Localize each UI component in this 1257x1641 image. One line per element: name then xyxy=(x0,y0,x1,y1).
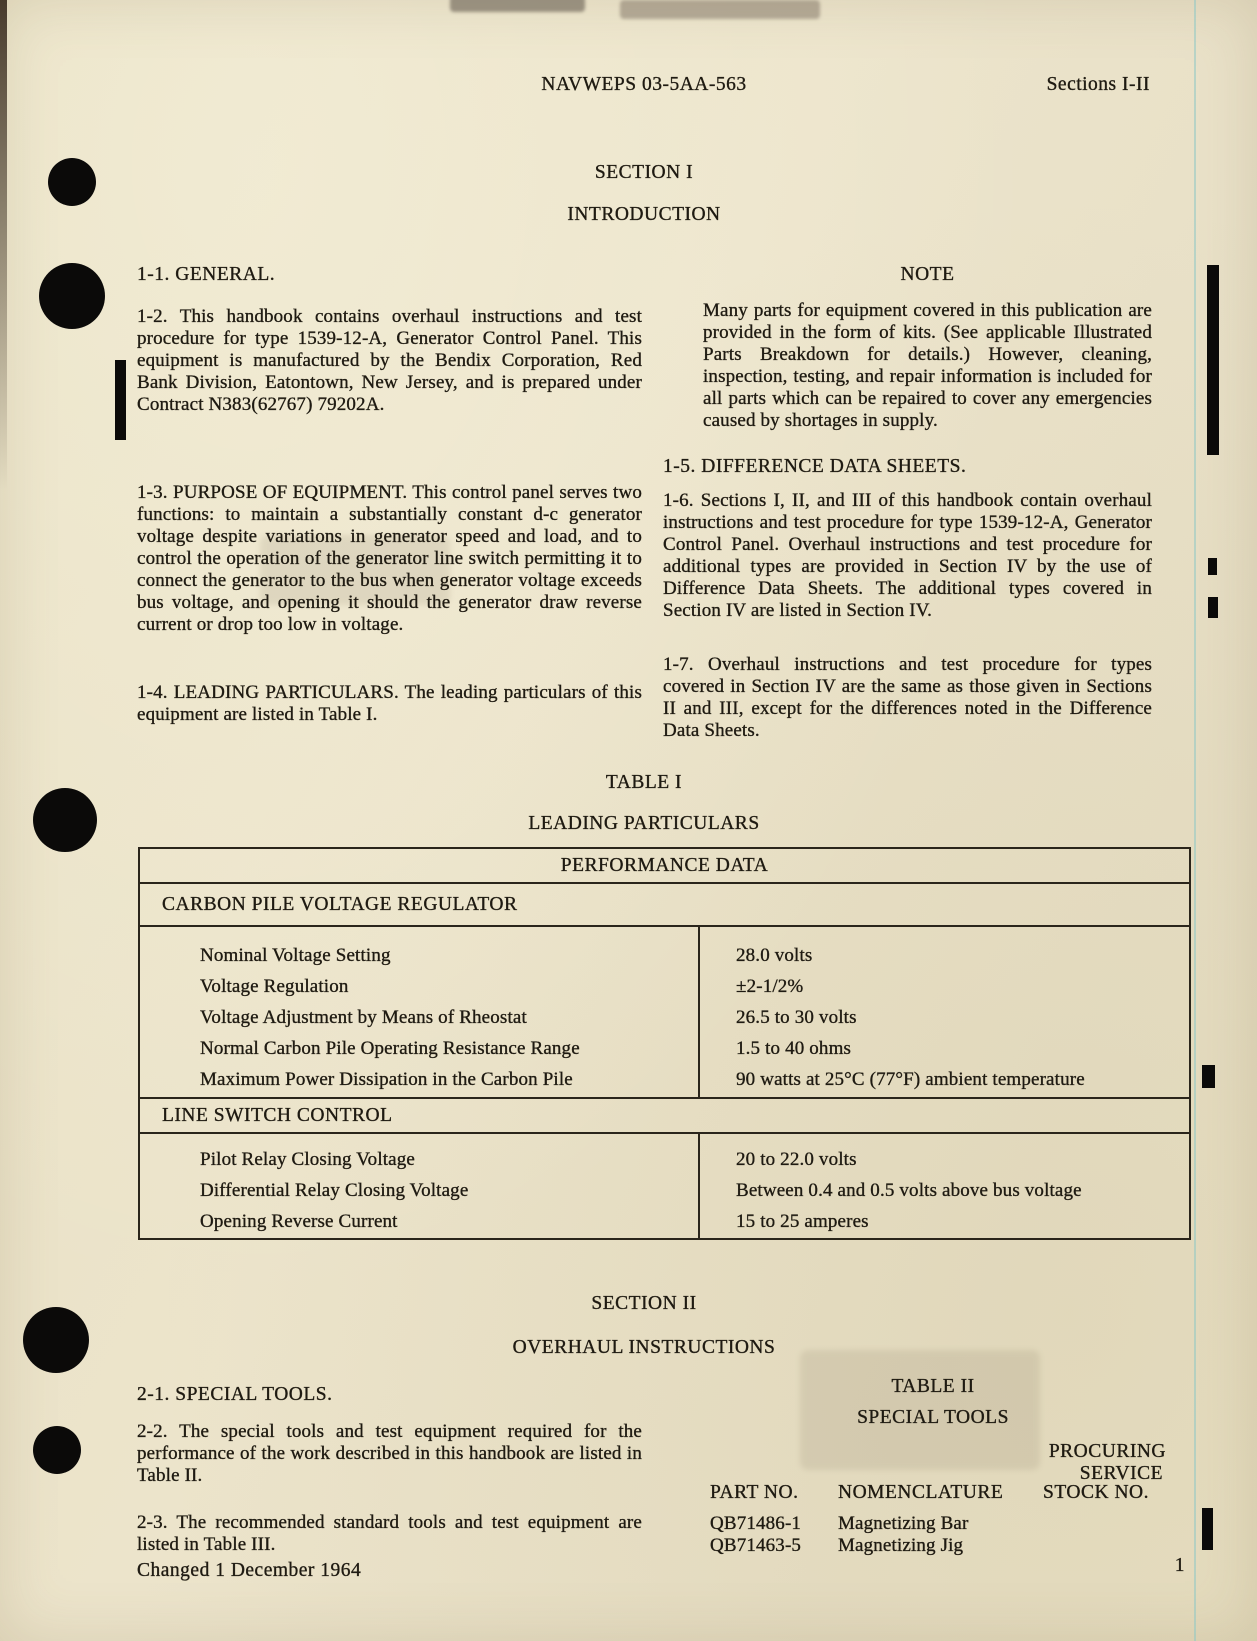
table-row-value: 15 to 25 amperes xyxy=(736,1211,869,1232)
change-mark-right xyxy=(1202,1065,1215,1088)
table-row-label: Opening Reverse Current xyxy=(200,1211,398,1232)
leading-particulars-table xyxy=(138,847,1191,1240)
table-row-value: 26.5 to 30 volts xyxy=(736,1007,857,1028)
para-1-1-heading: 1-1. GENERAL. xyxy=(137,264,276,285)
table-row-value: 1.5 to 40 ohms xyxy=(736,1038,852,1059)
paragraph-1-6: 1-6. Sections I, II, and III of this handbook contain overhaul instructions and test procedure for type 1539-12-A, Generator Control Panel. Overhaul instructions and test procedure for additional types are provided in Section IV by the use of Difference Data Sheets. The additional types covered in Section IV are listed in Section IV. xyxy=(663,490,1152,621)
table2-stock-header-procuring: PROCURING xyxy=(1048,1441,1166,1462)
footer-page-number: 1 xyxy=(1174,1555,1185,1576)
paragraph-1-4: 1-4. LEADING PARTICULARS. The leading particulars of this equipment are listed in Table I. xyxy=(137,682,642,725)
change-mark-right xyxy=(1208,558,1217,575)
table1-label-column xyxy=(140,927,700,1097)
table1-label-column xyxy=(140,1134,700,1238)
page-edge-strip xyxy=(0,0,7,490)
table1-section-carbon-pile: CARBON PILE VOLTAGE REGULATOR xyxy=(140,884,1189,927)
table2-col-nomenclature: NOMENCLATURE xyxy=(838,1482,1004,1503)
punch-hole-mark xyxy=(33,1426,81,1474)
change-bar-left xyxy=(115,360,126,440)
table1-carbon-pile-rows xyxy=(140,927,1189,1099)
table2-row-nomenclature: Magnetizing Jig xyxy=(838,1535,964,1556)
table-row-label: Differential Relay Closing Voltage xyxy=(200,1180,469,1201)
table2-col-part-no: PART NO. xyxy=(710,1482,799,1503)
table-row-value: ±2-1/2% xyxy=(736,976,804,997)
scan-smudge-top-right xyxy=(620,0,820,19)
table1-title: TABLE I xyxy=(605,772,683,793)
table2-row-part: QB71486-1 xyxy=(710,1513,802,1534)
punch-hole-mark xyxy=(33,788,97,852)
table2-stock-header-service: SERVICE xyxy=(1079,1463,1163,1484)
table2-col-stock-no: STOCK NO. xyxy=(1043,1482,1149,1503)
note-heading: NOTE xyxy=(900,264,955,285)
punch-hole-mark xyxy=(39,263,105,329)
change-bar-right-bottom xyxy=(1202,1508,1213,1550)
paragraph-1-7: 1-7. Overhaul instructions and test procedure for types covered in Section IV are the same as those given in Sections II and III, except for the differences noted in the Difference Data Sheets. xyxy=(663,654,1152,741)
table1-value-column xyxy=(700,927,1189,1097)
table-row-label: Voltage Adjustment by Means of Rheostat xyxy=(200,1007,527,1028)
table1-value-column xyxy=(700,1134,1189,1238)
doc-number: NAVWEPS 03-5AA-563 xyxy=(541,74,747,95)
section2-subtitle: OVERHAUL INSTRUCTIONS xyxy=(512,1337,776,1358)
table-row-label: Voltage Regulation xyxy=(200,976,349,997)
table2-subtitle: SPECIAL TOOLS xyxy=(857,1407,1009,1428)
table2-row-part: QB71463-5 xyxy=(710,1535,802,1556)
note-body: Many parts for equipment covered in this publication are provided in the form of kits. (See applicable Illustrated Parts Breakdown for details.) However, cleaning, inspection, testing, and repair information is included for all parts which can be repaired to cover any emergencies caused by shortages in supply. xyxy=(703,300,1152,431)
paragraph-2-2: 2-2. The special tools and test equipment required for the performance of the work described in this handbook are listed in Table II. xyxy=(137,1421,642,1486)
paragraph-2-3: 2-3. The recommended standard tools and test equipment are listed in Table III. xyxy=(137,1512,642,1555)
para-2-1-heading: 2-1. SPECIAL TOOLS. xyxy=(137,1384,333,1405)
table-row-value: 90 watts at 25°C (77°F) ambient temperature xyxy=(736,1069,1085,1090)
section2-title: SECTION II xyxy=(591,1293,697,1314)
change-mark-right xyxy=(1208,597,1218,618)
para-1-5-heading: 1-5. DIFFERENCE DATA SHEETS. xyxy=(663,456,967,477)
table2-title: TABLE II xyxy=(891,1376,975,1397)
table-row-value: Between 0.4 and 0.5 volts above bus voltage xyxy=(736,1180,1082,1201)
section1-subtitle: INTRODUCTION xyxy=(567,204,721,225)
footer-changed-note: Changed 1 December 1964 xyxy=(137,1560,362,1581)
header-sections-label: Sections I-II xyxy=(1046,74,1150,95)
table1-line-switch-rows xyxy=(140,1134,1189,1238)
punch-hole-mark xyxy=(23,1307,89,1373)
table-row-label: Nominal Voltage Setting xyxy=(200,945,391,966)
table-row-label: Normal Carbon Pile Operating Resistance Range xyxy=(200,1038,580,1059)
paragraph-1-2: 1-2. This handbook contains overhaul instructions and test procedure for type 1539-12-A, Generator Control Panel. This equipment is manufactured by the Bendix Corporation, Red Bank Division, Eatontown, New Jersey, and is prepared under Contract N383(62767) 79202A. xyxy=(137,306,642,415)
table-row-label: Maximum Power Dissipation in the Carbon Pile xyxy=(200,1069,573,1090)
table-row-value: 28.0 volts xyxy=(736,945,813,966)
scan-smudge-top-left xyxy=(450,0,585,12)
table2-row-nomenclature: Magnetizing Bar xyxy=(838,1513,969,1534)
table1-subtitle: LEADING PARTICULARS xyxy=(528,813,760,834)
paragraph-1-3: 1-3. PURPOSE OF EQUIPMENT. This control panel serves two functions: to maintain a substantially constant d-c generator voltage despite variations in generator speed and load, and to control the operation of the generator line switch permitting it to connect the generator to the bus when generator voltage exceeds bus voltage, and opening it should the generator draw reverse current or drop too low in voltage. xyxy=(137,482,642,635)
section1-title: SECTION I xyxy=(594,162,694,183)
table-row-value: 20 to 22.0 volts xyxy=(736,1149,857,1170)
punch-hole-mark xyxy=(48,158,96,206)
change-bar-right-tall xyxy=(1207,265,1219,455)
table-row-label: Pilot Relay Closing Voltage xyxy=(200,1149,415,1170)
table1-section-line-switch: LINE SWITCH CONTROL xyxy=(140,1099,1189,1134)
table1-performance-header: PERFORMANCE DATA xyxy=(140,849,1189,884)
